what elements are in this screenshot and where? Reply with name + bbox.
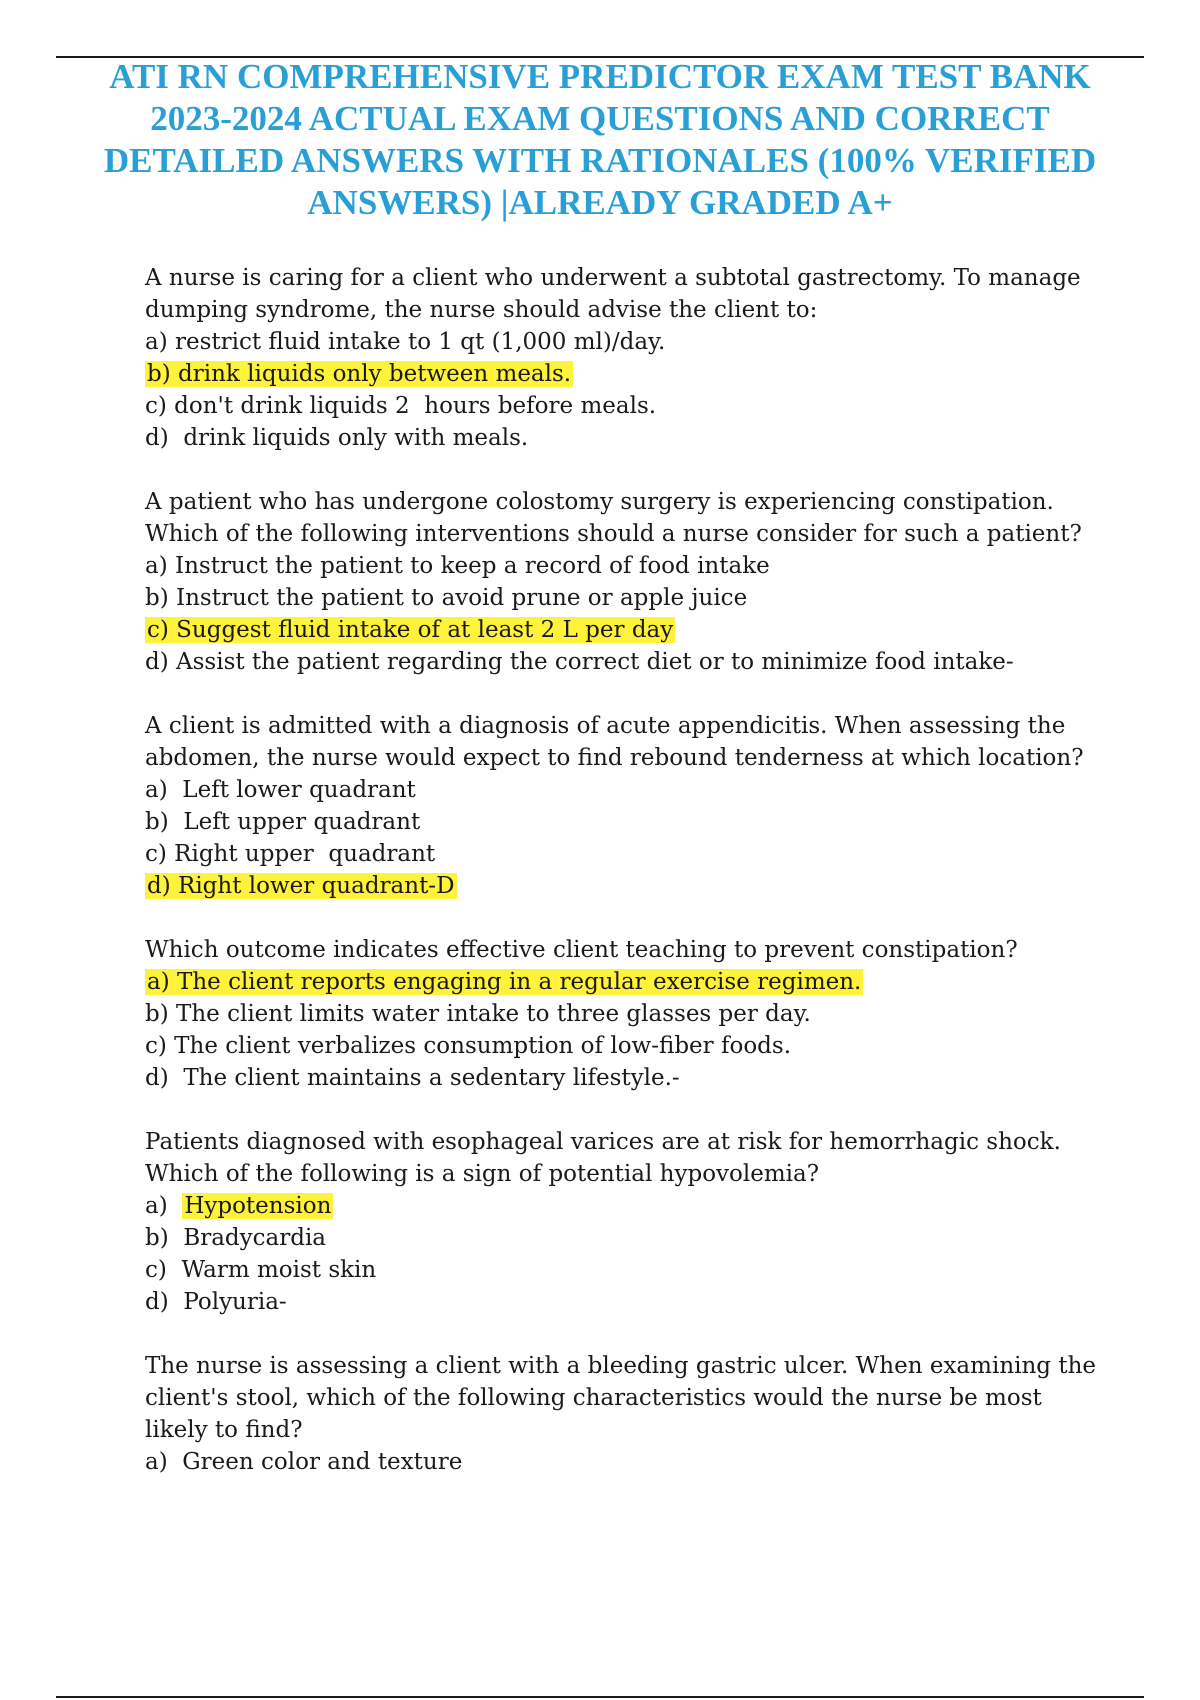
answer-option-prefix: a) (145, 1193, 183, 1219)
answer-option (145, 326, 1105, 358)
answer-options (145, 326, 1105, 454)
answer-option-text: d) drink liquids only with meals. (145, 425, 529, 451)
question-stem-line: client's stool, which of the following characteristics would the nurse be most (145, 1385, 1042, 1411)
question-stem-line: The nurse is assessing a client with a bleeding gastric ulcer. When examining the (145, 1353, 1096, 1379)
answer-option-text: b) Bradycardia (145, 1225, 327, 1251)
answer-option-text: c) Right upper quadrant (145, 841, 436, 867)
question-block (145, 1126, 1105, 1318)
answer-options (145, 774, 1105, 902)
title-line: ATI RN COMPREHENSIVE PREDICTOR EXAM TEST BANK (109, 57, 1091, 96)
answer-option-correct (145, 870, 1105, 902)
question-stem-line: Which of the following interventions should a nurse consider for such a patient? (145, 521, 1082, 547)
question-stem (145, 1350, 1105, 1446)
bottom-rule (56, 1696, 1144, 1698)
question-stem-line: A patient who has undergone colostomy surgery is experiencing constipation. (145, 489, 1054, 515)
answer-option-text: d) Assist the patient regarding the correct diet or to minimize food intake- (145, 649, 1014, 675)
question-stem-line: dumping syndrome, the nurse should advise the client to: (145, 297, 818, 323)
question-block (145, 262, 1105, 454)
answer-option-text: b) drink liquids only between meals. (147, 361, 572, 387)
question-stem-line: Patients diagnosed with esophageal varices are at risk for hemorrhagic shock. (145, 1129, 1061, 1155)
answer-option (145, 1062, 1105, 1094)
answer-option-text: c) The client verbalizes consumption of low-fiber foods. (145, 1033, 792, 1059)
question-stem-line: Which outcome indicates effective client teaching to prevent constipation? (145, 937, 1018, 963)
answer-option-text: a) Instruct the patient to keep a record of food intake (145, 553, 770, 579)
answer-option (145, 998, 1105, 1030)
question-stem (145, 710, 1105, 774)
answer-options (145, 966, 1105, 1094)
answer-option-text: d) Polyuria- (145, 1289, 287, 1315)
answer-option (145, 774, 1105, 806)
question-stem (145, 486, 1105, 550)
answer-option (145, 646, 1105, 678)
answer-option (145, 1030, 1105, 1062)
answer-option-text: b) Instruct the patient to avoid prune or apple juice (145, 585, 748, 611)
title-line: DETAILED ANSWERS WITH RATIONALES (100% VERIFIED (103, 141, 1097, 180)
answer-option-text: a) The client reports engaging in a regular exercise regimen. (147, 969, 862, 995)
answer-option (145, 582, 1105, 614)
title-line: 2023-2024 ACTUAL EXAM QUESTIONS AND CORRECT (150, 99, 1050, 138)
question-stem-line: A nurse is caring for a client who underwent a subtotal gastrectomy. To manage (145, 265, 1081, 291)
answer-option-text: d) Right lower quadrant-D (147, 873, 455, 899)
answer-option-correct (145, 358, 1105, 390)
answer-option (145, 806, 1105, 838)
question-stem (145, 262, 1105, 326)
answer-option-text: c) Warm moist skin (145, 1257, 377, 1283)
answer-option-text: a) Left lower quadrant (145, 777, 416, 803)
answer-option (145, 1254, 1105, 1286)
answer-option-text: c) Suggest fluid intake of at least 2 L per day (147, 617, 674, 643)
answer-option-correct (145, 1190, 1105, 1222)
question-block (145, 710, 1105, 902)
question-block (145, 486, 1105, 678)
document-title (56, 56, 1144, 224)
question-stem (145, 1126, 1105, 1190)
answer-option-text: c) don't drink liquids 2 hours before meals. (145, 393, 657, 419)
answer-option-text: b) Left upper quadrant (145, 809, 421, 835)
question-stem-line: Which of the following is a sign of potential hypovolemia? (145, 1161, 820, 1187)
answer-option (145, 390, 1105, 422)
title-line: ANSWERS) |ALREADY GRADED A+ (307, 183, 893, 222)
answer-options (145, 550, 1105, 678)
answer-option (145, 422, 1105, 454)
answer-option-text: a) restrict fluid intake to 1 qt (1,000 ml)/day. (145, 329, 666, 355)
question-stem-line: A client is admitted with a diagnosis of acute appendicitis. When assessing the (145, 713, 1066, 739)
answer-options (145, 1446, 1105, 1478)
answer-option (145, 550, 1105, 582)
question-stem-line: abdomen, the nurse would expect to find rebound tenderness at which location? (145, 745, 1084, 771)
answer-option-text: d) The client maintains a sedentary lifestyle.- (145, 1065, 680, 1091)
question-stem (145, 934, 1105, 966)
question-block (145, 1350, 1105, 1478)
answer-option (145, 1446, 1105, 1478)
answer-option-text: Hypotension (184, 1193, 332, 1219)
question-list (145, 262, 1105, 1510)
answer-option-correct (145, 614, 1105, 646)
answer-option-correct (145, 966, 1105, 998)
answer-options (145, 1190, 1105, 1318)
question-stem-line: likely to find? (145, 1417, 303, 1443)
answer-option-text: a) Green color and texture (145, 1449, 463, 1475)
question-block (145, 934, 1105, 1094)
answer-option (145, 838, 1105, 870)
answer-option (145, 1286, 1105, 1318)
answer-option-text: b) The client limits water intake to three glasses per day. (145, 1001, 811, 1027)
answer-option (145, 1222, 1105, 1254)
